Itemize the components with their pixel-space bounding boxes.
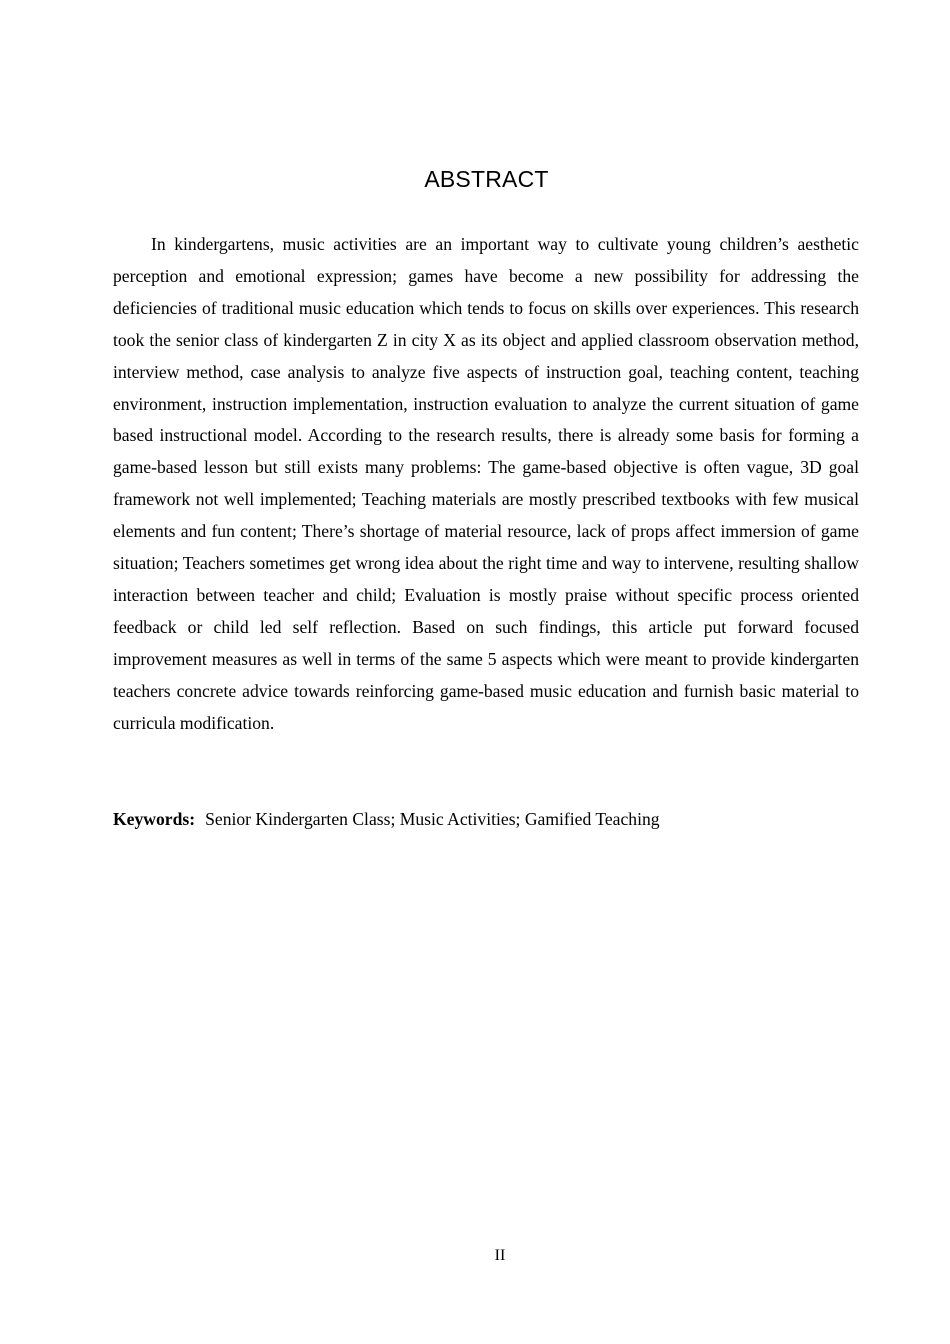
abstract-paragraph: In kindergartens, music activities are an important way to cultivate young children’s aesthetic perception and emotional expression; games have become a new possibility for addressing the deficiencies of traditional music education which tends to focus on skills over experiences. This research took the senior class of kindergarten Z in city X as its object and applied classroom observation method, interview method, case analysis to analyze five aspects of instruction goal, teaching content, teaching environment, instruction implementation, instruction evaluation to analyze the current situation of game based instructional model. According to the research results, there is already some basis for forming a game-based lesson but still exists many problems: The game-based objective is often vague, 3D goal framework not well implemented; Teaching materials are mostly prescribed textbooks with few musical elements and fun content; There’s shortage of material resource, lack of props affect immersion of game situation; Teachers sometimes get wrong idea about the right time and way to intervene, resulting shallow interaction between teacher and child; Evaluation is mostly praise without specific process oriented feedback or child led self reflection. Based on such findings, this article put forward focused improvement measures as well in terms of the same 5 aspects which were meant to provide kindergarten teachers concrete advice towards reinforcing game-based music education and furnish basic material to curricula modification. <box>113 234 859 733</box>
page-title: ABSTRACT <box>424 166 549 192</box>
page-number: II <box>494 1247 506 1264</box>
keywords-value: Senior Kindergarten Class; Music Activities; Gamified Teaching <box>205 809 660 829</box>
keywords-label: Keywords: <box>113 809 196 829</box>
keywords-line <box>113 804 859 835</box>
